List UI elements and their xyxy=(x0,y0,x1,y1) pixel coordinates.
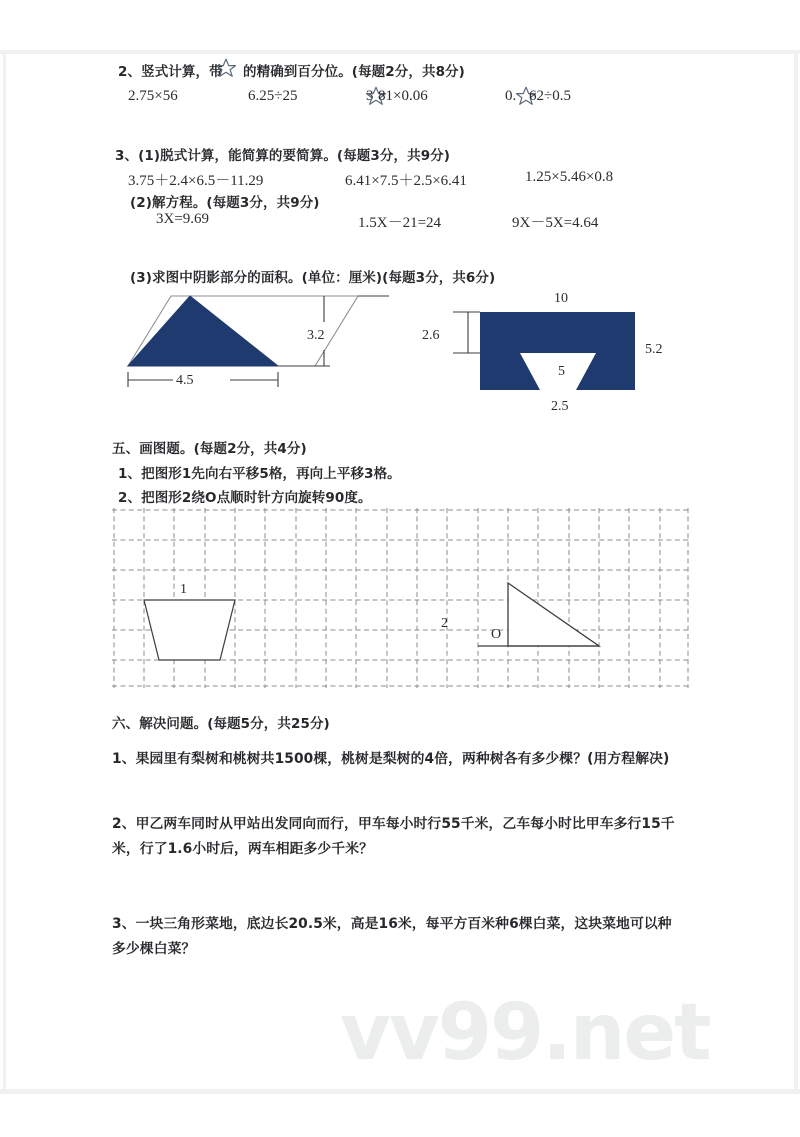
section6-problem-1: 1、果园里有梨树和桃树共1500棵，桃树是梨树的4倍，两种树各有多少棵？(用方程解决) xyxy=(112,751,670,767)
site-watermark: vv99.net xyxy=(340,988,710,1078)
section6-problem-2: 2、甲乙两车同时从甲站出发同向而行，甲车每小时行55千米，乙车每小时比甲车多行15千米，行了1.6小时后，两车相距多少千米？ xyxy=(112,816,675,857)
section2-problem-4-prefix: 0. xyxy=(505,88,517,104)
section5-item-2: 2、把图形2绕O点顺时针方向旋转90度。 xyxy=(118,490,372,506)
shape-1-trapezoid xyxy=(144,600,235,660)
section2-problem-2: 6.25÷25 xyxy=(248,88,298,104)
page-border-top xyxy=(0,50,800,54)
star-icon-heading xyxy=(215,57,237,79)
section3-heading-2: (2)解方程。(每题3分，共9分) xyxy=(130,195,320,211)
section5-item-1: 1、把图形1先向右平移5格，再向上平移3格。 xyxy=(118,466,401,482)
grid-lines xyxy=(112,508,690,688)
figure-left-height-label: 3.2 xyxy=(307,328,325,343)
section2-problem-3-rest: 81×0.06 xyxy=(378,88,428,104)
figure-right-left-label: 2.6 xyxy=(422,328,440,343)
section3-problem-2-1: 3X=9.69 xyxy=(156,211,210,227)
figure-right-right-label: 5.2 xyxy=(645,342,663,357)
section3-heading-3: (3)求图中阴影部分的面积。(单位：厘米)(每题3分，共6分) xyxy=(130,270,496,286)
section3-problem-1-2: 6.41×7.5＋2.5×6.41 xyxy=(345,173,467,189)
shape-1-label: 1 xyxy=(180,582,187,597)
section2-problem-3-prefix: 3 xyxy=(366,88,374,104)
drawing-grid xyxy=(112,508,690,688)
page-border-bottom xyxy=(0,1089,800,1094)
section3-problem-2-2: 1.5X－21=24 xyxy=(358,215,442,231)
origin-point-label: O xyxy=(491,627,502,642)
figure-right-top-label: 10 xyxy=(554,291,568,306)
section3-problem-1-1: 3.75＋2.4×6.5－11.29 xyxy=(128,173,264,189)
shape-2-label: 2 xyxy=(441,616,448,631)
figure-rectangle-white-trapezoid xyxy=(448,307,678,397)
section3-heading-1: 3、(1)脱式计算，能简算的要简算。(每题3分，共9分) xyxy=(115,148,451,164)
section2-problem-4-rest: 62÷0.5 xyxy=(529,88,571,104)
figure-right-bottom-label: 2.5 xyxy=(551,399,569,414)
section2-heading-lead: 2、竖式计算，带 xyxy=(118,64,223,80)
section3-problem-2-3: 9X－5X=4.64 xyxy=(512,215,599,231)
figure-left-base-label: 4.5 xyxy=(176,373,194,388)
section5-heading: 五、画图题。(每题2分，共4分) xyxy=(112,441,307,457)
section6-heading: 六、解决问题。(每题5分，共25分) xyxy=(112,716,330,732)
section2-heading-tail: 的精确到百分位。(每题2分，共8分) xyxy=(243,64,465,80)
section6-problem-3: 3、一块三角形菜地，底边长20.5米，高是16米，每平方百米种6棵白菜，这块菜地可以种多少棵白菜？ xyxy=(112,916,672,957)
section2-problem-1: 2.75×56 xyxy=(128,88,178,104)
shaded-triangle xyxy=(128,296,278,366)
grid-svg xyxy=(112,508,690,688)
shape-2-triangle xyxy=(508,583,599,646)
figure-parallelogram-shaded-triangle xyxy=(118,288,418,398)
figure-right-inner-label: 5 xyxy=(558,364,565,379)
section3-problem-1-3: 1.25×5.46×0.8 xyxy=(525,169,614,185)
page-border-left xyxy=(3,50,6,1094)
page-border-right xyxy=(794,50,798,1094)
